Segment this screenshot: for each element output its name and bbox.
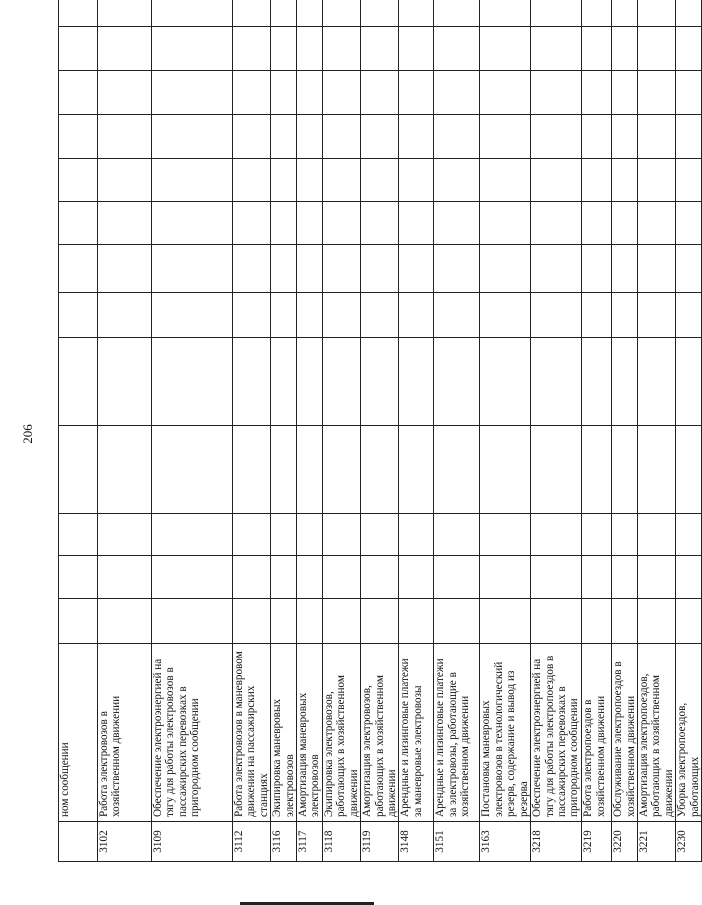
row-name: Экипировка маневровых электровозов <box>271 644 297 822</box>
empty-cell <box>582 159 612 202</box>
empty-cell <box>152 159 233 202</box>
empty-cell <box>233 338 271 426</box>
empty-cell <box>361 293 399 338</box>
empty-cell <box>434 71 480 115</box>
empty-cell <box>676 27 702 71</box>
empty-cell <box>323 293 361 338</box>
row-name: Обеспечение электроэнергией на тягу для работы электропоездов в пассажирских перевозках в пригородном сообщении <box>531 644 582 822</box>
empty-cell <box>59 115 98 159</box>
empty-cell <box>612 514 638 556</box>
empty-cell <box>582 338 612 426</box>
empty-cell <box>98 556 152 599</box>
table-row <box>399 0 434 862</box>
empty-cell <box>399 0 434 27</box>
empty-cell <box>271 514 297 556</box>
empty-cell <box>480 556 531 599</box>
rotated-table-container <box>20 0 701 862</box>
empty-cell <box>531 202 582 245</box>
empty-cell <box>434 293 480 338</box>
empty-cell <box>152 556 233 599</box>
empty-cell <box>59 0 98 27</box>
row-code: 3163 <box>480 822 531 862</box>
empty-cell <box>612 426 638 514</box>
empty-cell <box>59 426 98 514</box>
empty-cell <box>271 27 297 71</box>
empty-cell <box>271 159 297 202</box>
table-row <box>434 0 480 862</box>
empty-cell <box>399 245 434 293</box>
empty-cell <box>612 293 638 338</box>
empty-cell <box>582 293 612 338</box>
empty-cell <box>480 293 531 338</box>
empty-cell <box>637 514 675 556</box>
empty-cell <box>637 27 675 71</box>
empty-cell <box>434 115 480 159</box>
empty-cell <box>59 159 98 202</box>
empty-cell <box>434 599 480 644</box>
empty-cell <box>98 426 152 514</box>
empty-cell <box>98 27 152 71</box>
empty-cell <box>271 556 297 599</box>
empty-cell <box>612 115 638 159</box>
empty-cell <box>480 514 531 556</box>
empty-cell <box>531 293 582 338</box>
empty-cell <box>361 115 399 159</box>
empty-cell <box>399 426 434 514</box>
empty-cell <box>152 599 233 644</box>
empty-cell <box>612 556 638 599</box>
table-row <box>59 0 98 862</box>
empty-cell <box>297 514 323 556</box>
empty-cell <box>582 426 612 514</box>
empty-cell <box>361 159 399 202</box>
empty-cell <box>271 115 297 159</box>
empty-cell <box>323 115 361 159</box>
empty-cell <box>323 27 361 71</box>
table-row <box>152 0 233 862</box>
empty-cell <box>152 115 233 159</box>
empty-cell <box>480 338 531 426</box>
empty-cell <box>582 245 612 293</box>
empty-cell <box>582 514 612 556</box>
empty-cell <box>59 202 98 245</box>
empty-cell <box>637 556 675 599</box>
row-name: Обеспечение электроэнергией на тягу для работы электровозов в пассажирских перевозках в пригородном сообщении <box>152 644 233 822</box>
table-row <box>233 0 271 862</box>
table-row <box>98 0 152 862</box>
empty-cell <box>612 338 638 426</box>
empty-cell <box>323 71 361 115</box>
empty-cell <box>152 293 233 338</box>
empty-cell <box>676 245 702 293</box>
empty-cell <box>233 0 271 27</box>
table-row <box>297 0 323 862</box>
row-name: Арендные и лизинговые платежи за маневровые электровозы <box>399 644 434 822</box>
empty-cell <box>59 514 98 556</box>
empty-cell <box>59 556 98 599</box>
empty-cell <box>676 556 702 599</box>
empty-cell <box>399 202 434 245</box>
empty-cell <box>637 338 675 426</box>
empty-cell <box>98 115 152 159</box>
empty-cell <box>233 426 271 514</box>
empty-cell <box>399 71 434 115</box>
empty-cell <box>98 599 152 644</box>
empty-cell <box>233 115 271 159</box>
empty-cell <box>233 159 271 202</box>
empty-cell <box>323 426 361 514</box>
empty-cell <box>531 159 582 202</box>
row-name: Арендные и лизинговые платежи за электровозы, работающие в хозяйственном движении <box>434 644 480 822</box>
empty-cell <box>323 599 361 644</box>
row-code: 3221 <box>637 822 675 862</box>
empty-cell <box>98 159 152 202</box>
empty-cell <box>582 71 612 115</box>
empty-cell <box>297 0 323 27</box>
empty-cell <box>323 514 361 556</box>
empty-cell <box>271 202 297 245</box>
empty-cell <box>434 159 480 202</box>
empty-cell <box>297 202 323 245</box>
empty-cell <box>297 426 323 514</box>
empty-cell <box>297 293 323 338</box>
empty-cell <box>233 556 271 599</box>
empty-cell <box>582 202 612 245</box>
empty-cell <box>233 245 271 293</box>
empty-cell <box>531 71 582 115</box>
empty-cell <box>59 27 98 71</box>
table-row <box>531 0 582 862</box>
table-row <box>271 0 297 862</box>
empty-cell <box>297 599 323 644</box>
empty-cell <box>152 202 233 245</box>
empty-cell <box>271 293 297 338</box>
empty-cell <box>612 202 638 245</box>
empty-cell <box>399 159 434 202</box>
empty-cell <box>59 599 98 644</box>
empty-cell <box>233 599 271 644</box>
empty-cell <box>98 202 152 245</box>
empty-cell <box>297 27 323 71</box>
empty-cell <box>361 245 399 293</box>
row-code: 3151 <box>434 822 480 862</box>
empty-cell <box>361 202 399 245</box>
row-name: Экипировка электровозов, работающих в хозяйственном движении <box>323 644 361 822</box>
empty-cell <box>399 27 434 71</box>
row-name: Работа электровозов в маневровом движении на пассажирских станциях <box>233 644 271 822</box>
empty-cell <box>152 245 233 293</box>
empty-cell <box>59 245 98 293</box>
empty-cell <box>297 71 323 115</box>
table-row <box>323 0 361 862</box>
empty-cell <box>271 245 297 293</box>
empty-cell <box>399 514 434 556</box>
table-row <box>637 0 675 862</box>
empty-cell <box>361 71 399 115</box>
empty-cell <box>637 71 675 115</box>
row-code: 3219 <box>582 822 612 862</box>
empty-cell <box>582 27 612 71</box>
empty-cell <box>98 0 152 27</box>
row-code: 3117 <box>297 822 323 862</box>
empty-cell <box>361 426 399 514</box>
empty-cell <box>323 556 361 599</box>
empty-cell <box>271 71 297 115</box>
empty-cell <box>59 71 98 115</box>
empty-cell <box>233 293 271 338</box>
empty-cell <box>612 27 638 71</box>
table-row <box>361 0 399 862</box>
row-name: Уборка электропоездов, работающих <box>676 644 702 822</box>
empty-cell <box>233 27 271 71</box>
empty-cell <box>480 159 531 202</box>
empty-cell <box>323 245 361 293</box>
empty-cell <box>399 556 434 599</box>
empty-cell <box>637 426 675 514</box>
table-row <box>582 0 612 862</box>
empty-cell <box>480 115 531 159</box>
empty-cell <box>297 245 323 293</box>
empty-cell <box>676 599 702 644</box>
empty-cell <box>531 426 582 514</box>
empty-cell <box>434 514 480 556</box>
empty-cell <box>612 159 638 202</box>
empty-cell <box>676 338 702 426</box>
row-code: 3119 <box>361 822 399 862</box>
empty-cell <box>59 338 98 426</box>
row-name: ном сообщении <box>59 644 98 822</box>
row-code: 3218 <box>531 822 582 862</box>
empty-cell <box>98 338 152 426</box>
empty-cell <box>152 27 233 71</box>
row-name: Амортизация электровозов, работающих в хозяйственном движении <box>361 644 399 822</box>
empty-cell <box>98 514 152 556</box>
empty-cell <box>297 338 323 426</box>
row-name: Постановка маневровых электровозов в технологический резерв, содержание и вывод из резерва <box>480 644 531 822</box>
page-number: 206 <box>20 424 35 444</box>
empty-cell <box>676 0 702 27</box>
empty-cell <box>637 245 675 293</box>
empty-cell <box>480 27 531 71</box>
empty-cell <box>361 338 399 426</box>
empty-cell <box>434 556 480 599</box>
empty-cell <box>637 293 675 338</box>
empty-cell <box>297 159 323 202</box>
empty-cell <box>297 115 323 159</box>
empty-cell <box>531 0 582 27</box>
row-name: Работа электропоездов в хозяйственном движении <box>582 644 612 822</box>
empty-cell <box>361 556 399 599</box>
empty-cell <box>434 338 480 426</box>
empty-cell <box>531 556 582 599</box>
empty-cell <box>323 202 361 245</box>
empty-cell <box>152 0 233 27</box>
empty-cell <box>531 27 582 71</box>
empty-cell <box>531 115 582 159</box>
empty-cell <box>271 0 297 27</box>
empty-cell <box>480 245 531 293</box>
empty-cell <box>98 71 152 115</box>
empty-cell <box>434 245 480 293</box>
cost-items-table <box>58 0 702 862</box>
empty-cell <box>612 71 638 115</box>
empty-cell <box>399 293 434 338</box>
empty-cell <box>434 27 480 71</box>
empty-cell <box>434 426 480 514</box>
empty-cell <box>361 599 399 644</box>
empty-cell <box>399 338 434 426</box>
row-name: Обслуживание электропоездов в хозяйственном движении <box>612 644 638 822</box>
row-code: 3220 <box>612 822 638 862</box>
empty-cell <box>152 338 233 426</box>
empty-cell <box>361 27 399 71</box>
empty-cell <box>531 245 582 293</box>
empty-cell <box>480 0 531 27</box>
empty-cell <box>233 514 271 556</box>
empty-cell <box>612 0 638 27</box>
row-code: 3112 <box>233 822 271 862</box>
empty-cell <box>297 556 323 599</box>
row-code: 3102 <box>98 822 152 862</box>
table-row <box>612 0 638 862</box>
empty-cell <box>152 71 233 115</box>
empty-cell <box>676 159 702 202</box>
empty-cell <box>531 599 582 644</box>
empty-cell <box>152 514 233 556</box>
empty-cell <box>434 0 480 27</box>
empty-cell <box>323 338 361 426</box>
empty-cell <box>676 115 702 159</box>
empty-cell <box>612 245 638 293</box>
empty-cell <box>676 426 702 514</box>
empty-cell <box>676 202 702 245</box>
row-code: 3118 <box>323 822 361 862</box>
row-name: Амортизация электропоездов, работающих в хозяйственном движении <box>637 644 675 822</box>
empty-cell <box>676 514 702 556</box>
empty-cell <box>531 514 582 556</box>
row-code: 3148 <box>399 822 434 862</box>
empty-cell <box>582 556 612 599</box>
row-code: 3230 <box>676 822 702 862</box>
row-code <box>59 822 98 862</box>
empty-cell <box>323 159 361 202</box>
empty-cell <box>676 71 702 115</box>
empty-cell <box>233 71 271 115</box>
empty-cell <box>399 599 434 644</box>
row-name: Амортизация маневровых электровозов <box>297 644 323 822</box>
empty-cell <box>271 338 297 426</box>
empty-cell <box>361 0 399 27</box>
empty-cell <box>480 599 531 644</box>
empty-cell <box>480 202 531 245</box>
empty-cell <box>676 293 702 338</box>
empty-cell <box>59 293 98 338</box>
empty-cell <box>637 202 675 245</box>
empty-cell <box>480 426 531 514</box>
table-row <box>480 0 531 862</box>
row-code: 3109 <box>152 822 233 862</box>
empty-cell <box>98 293 152 338</box>
empty-cell <box>637 159 675 202</box>
empty-cell <box>612 599 638 644</box>
empty-cell <box>434 202 480 245</box>
empty-cell <box>233 202 271 245</box>
empty-cell <box>271 426 297 514</box>
row-code: 3116 <box>271 822 297 862</box>
empty-cell <box>531 338 582 426</box>
empty-cell <box>480 71 531 115</box>
empty-cell <box>582 115 612 159</box>
empty-cell <box>98 245 152 293</box>
empty-cell <box>637 115 675 159</box>
empty-cell <box>637 599 675 644</box>
empty-cell <box>582 599 612 644</box>
row-name: Работа электровозов в хозяйственном движении <box>98 644 152 822</box>
empty-cell <box>361 514 399 556</box>
empty-cell <box>582 0 612 27</box>
empty-cell <box>271 599 297 644</box>
empty-cell <box>323 0 361 27</box>
table-row <box>676 0 702 862</box>
empty-cell <box>399 115 434 159</box>
empty-cell <box>152 426 233 514</box>
empty-cell <box>637 0 675 27</box>
